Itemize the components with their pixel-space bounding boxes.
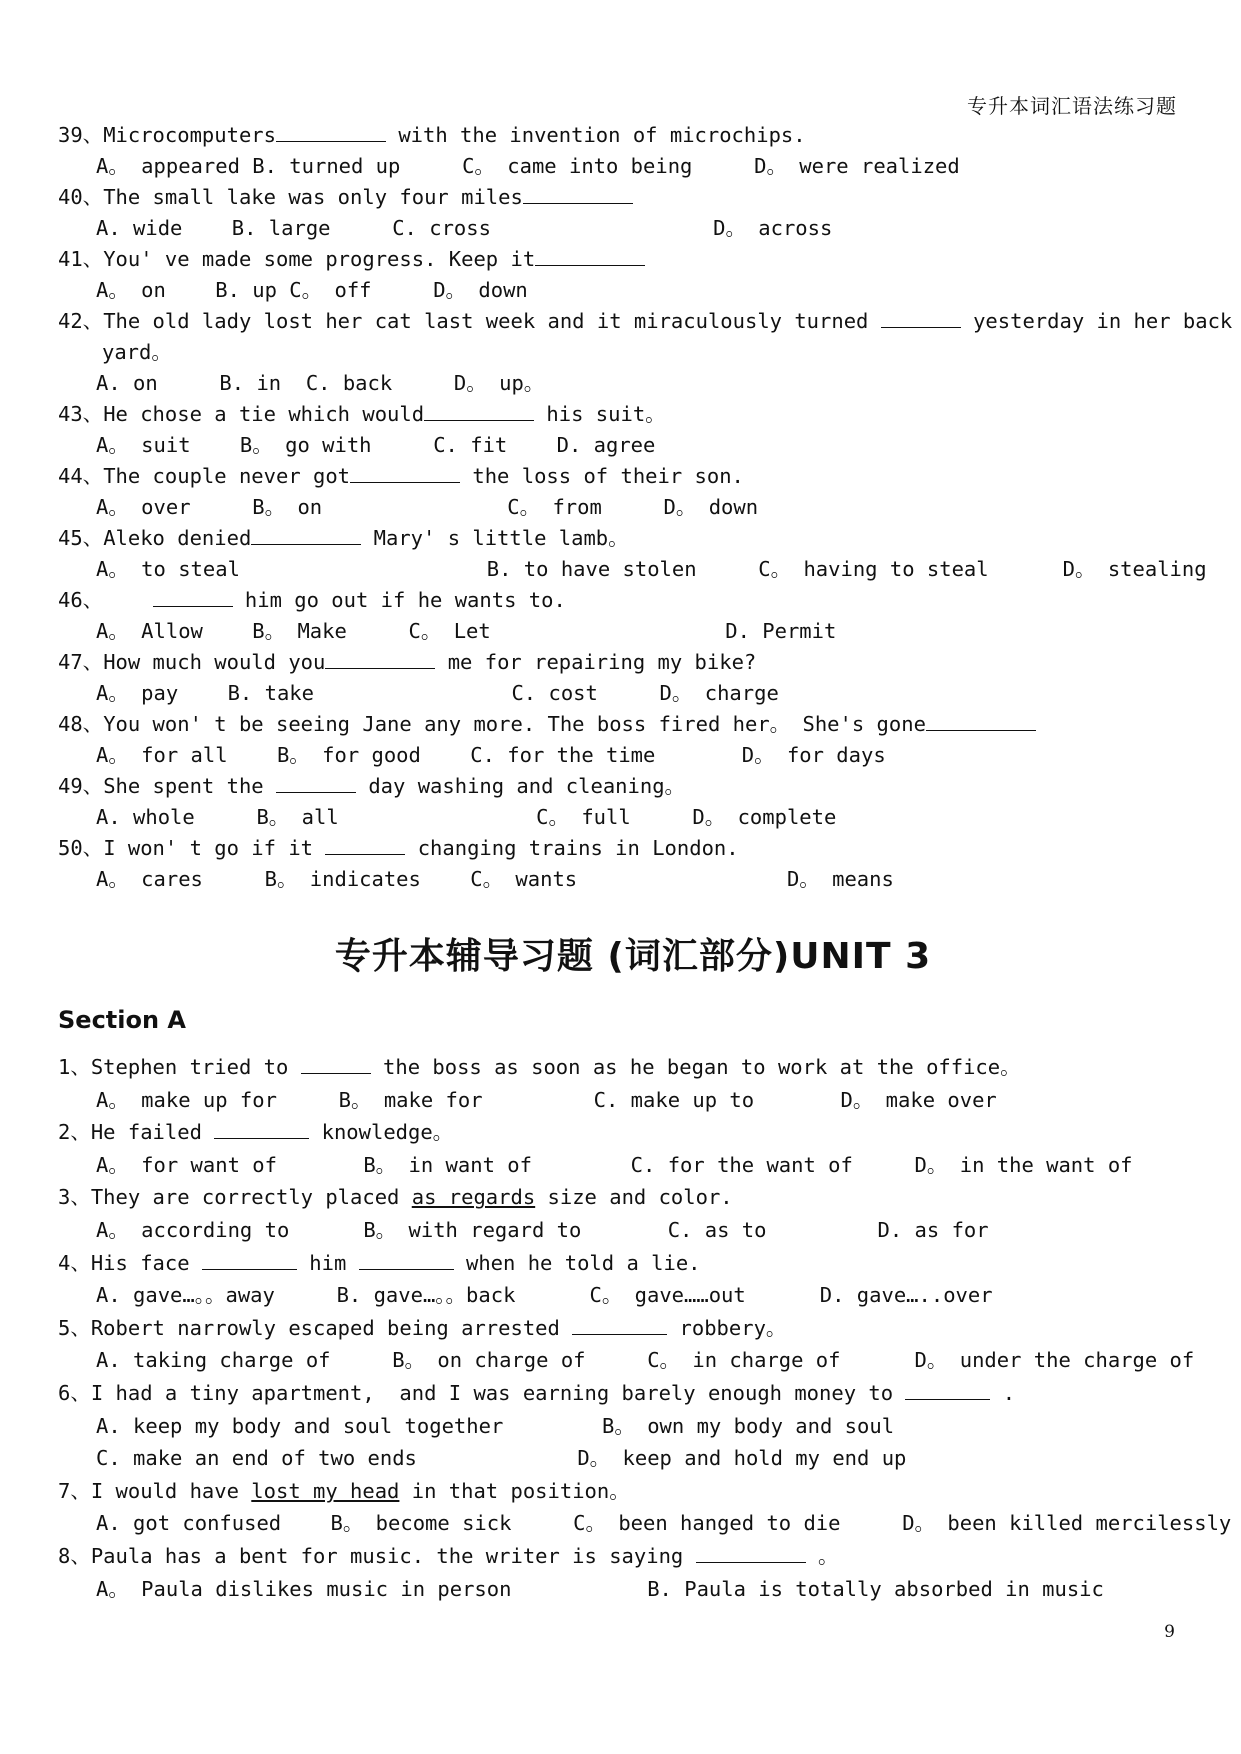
question-text: The couple never got	[103, 464, 351, 488]
question-stem	[58, 1247, 1208, 1280]
exercise-list-part1	[58, 120, 1233, 895]
question-stem	[58, 306, 1233, 337]
answer-options: A。 over B。 on C。 from D。 down	[96, 495, 759, 519]
question-text: Microcomputers	[103, 123, 276, 147]
question-stem	[58, 1181, 1208, 1214]
question-text: I had a tiny apartment, and I was earning barely enough money to	[90, 1380, 906, 1405]
question-stem	[58, 244, 1208, 275]
answer-options: A. keep my body and soul together B。 own my body and soul	[96, 1413, 895, 1438]
answer-options: A。 Paula dislikes music in person B. Paula is totally absorbed in music	[96, 1576, 1104, 1601]
answer-blank	[251, 524, 361, 545]
question-number: 43、	[58, 402, 104, 426]
question-stem	[58, 585, 1208, 616]
question-text: You' ve made some progress. Keep it	[103, 247, 536, 271]
question-text: size and color.	[535, 1185, 733, 1210]
question-number: 48、	[58, 712, 104, 736]
question-number: 50、	[58, 836, 104, 860]
answer-options: A。 pay B. take C. cost D。 charge	[96, 681, 779, 705]
question-stem	[58, 461, 1208, 492]
question-number: 40、	[58, 185, 104, 209]
answer-blank	[359, 1249, 454, 1270]
question-text: The small lake was only four miles	[103, 185, 523, 209]
question-text: robbery。	[667, 1315, 787, 1340]
question-continuation: yard。	[102, 340, 172, 364]
question-number: 42、	[58, 309, 104, 333]
answer-options: A。 according to B。 with regard to C. as to D. as for	[96, 1217, 989, 1242]
exercise-list-part2	[58, 1051, 1232, 1605]
question-number: 41、	[58, 247, 104, 271]
question-number: 44、	[58, 464, 104, 488]
question-stem	[58, 1377, 1208, 1410]
question-text: his suit。	[534, 402, 666, 426]
question-text: me for repairing my bike?	[435, 650, 757, 674]
page-header: 专升本词汇语法练习题	[967, 94, 1177, 118]
answer-blank	[153, 586, 233, 607]
answer-options: A。 to steal B. to have stolen C。 having to steal D。 stealing	[96, 557, 1207, 581]
question-number: 6、	[58, 1380, 91, 1405]
unit-title: 专升本辅导习题 (词汇部分)UNIT 3	[334, 936, 932, 977]
answer-blank	[276, 121, 386, 142]
question-text: Aleko denied	[103, 526, 252, 550]
underlined-phrase: as regards	[411, 1185, 536, 1210]
answer-blank	[926, 710, 1036, 731]
question-text: How much would you	[103, 650, 326, 674]
question-stem	[58, 771, 1208, 802]
question-stem	[58, 833, 1208, 864]
page-number: 9	[1164, 1622, 1175, 1642]
question-number: 5、	[58, 1315, 91, 1340]
answer-options: A。 suit B。 go with C. fit D. agree	[96, 433, 656, 457]
answer-blank	[523, 183, 633, 204]
question-number: 39、	[58, 123, 104, 147]
question-stem	[58, 120, 1208, 151]
question-number: 46、	[58, 588, 104, 612]
answer-options: C. make an end of two ends D。 keep and hold my end up	[96, 1446, 907, 1471]
question-stem	[58, 1475, 1208, 1508]
answer-blank	[325, 648, 435, 669]
answer-options: A。 on B. up C。 off D。 down	[96, 278, 528, 302]
question-text: Stephen tried to	[90, 1055, 301, 1079]
answer-blank	[301, 1053, 371, 1074]
question-stem	[58, 647, 1208, 678]
answer-blank	[881, 307, 961, 328]
answer-options: A. wide B. large C. cross D。 across	[96, 216, 833, 240]
section-heading: Section A	[58, 1006, 186, 1034]
question-text: with the invention of microchips.	[385, 123, 806, 147]
question-number: 4、	[58, 1250, 91, 1275]
question-text: I won' t go if it	[103, 836, 326, 860]
question-text: 。	[805, 1543, 839, 1568]
question-text: when he told a lie.	[453, 1250, 701, 1275]
question-number: 2、	[58, 1120, 91, 1145]
answer-blank	[325, 834, 405, 855]
question-text: day washing and cleaning。	[355, 774, 686, 798]
question-text: Paula has a bent for music. the writer is saying	[90, 1543, 696, 1568]
question-text: I would have	[90, 1478, 252, 1503]
answer-options: A。 Allow B。 Make C。 Let D. Permit	[96, 619, 837, 643]
question-number: 49、	[58, 774, 104, 798]
question-text: He chose a tie which would	[103, 402, 425, 426]
answer-blank	[535, 245, 645, 266]
answer-options: A. gave…。。away B. gave…。。back C。 gave……out D. gave…..over	[96, 1283, 993, 1308]
question-text: Mary' s little lamb。	[361, 526, 629, 550]
question-number: 7、	[58, 1478, 91, 1503]
question-number: 8、	[58, 1543, 91, 1568]
answer-options: A. got confused B。 become sick C。 been hanged to die D。 been killed mercilessly	[96, 1511, 1232, 1536]
answer-blank	[276, 772, 356, 793]
document-body	[58, 120, 1233, 1605]
question-text: The old lady lost her cat last week and it miraculously turned	[103, 309, 881, 333]
underlined-phrase: lost my head	[251, 1478, 400, 1503]
question-number: 3、	[58, 1185, 91, 1210]
question-stem	[58, 182, 1208, 213]
question-text: him	[296, 1250, 359, 1275]
question-text: They are correctly placed	[90, 1185, 412, 1210]
answer-blank	[214, 1118, 309, 1139]
question-text: .	[990, 1380, 1016, 1405]
question-stem	[58, 1116, 1208, 1149]
question-text: the loss of their son.	[460, 464, 744, 488]
question-number: 45、	[58, 526, 104, 550]
question-text: him go out if he wants to.	[232, 588, 566, 612]
answer-blank	[905, 1379, 990, 1400]
answer-blank	[424, 400, 534, 421]
question-stem	[58, 1312, 1208, 1345]
question-number: 1、	[58, 1055, 91, 1079]
question-text	[103, 588, 152, 612]
question-text: the boss as soon as he began to work at the office。	[370, 1055, 1021, 1079]
answer-options: A。 make up for B。 make for C. make up to D。 make over	[96, 1087, 997, 1112]
answer-options: A. whole B。 all C。 full D。 complete	[96, 805, 837, 829]
question-stem	[58, 523, 1208, 554]
question-text: Robert narrowly escaped being arrested	[90, 1315, 573, 1340]
question-text: She spent the	[103, 774, 276, 798]
answer-options: A。 appeared B. turned up C。 came into being D。 were realized	[96, 154, 960, 178]
answer-blank	[350, 462, 460, 483]
question-text: knowledge。	[309, 1120, 454, 1145]
answer-options: A。 for all B。 for good C. for the time D。 for days	[96, 743, 886, 767]
question-text: yesterday in her back	[960, 309, 1233, 333]
question-stem	[58, 709, 1208, 740]
answer-blank	[572, 1314, 667, 1335]
answer-blank	[202, 1249, 297, 1270]
question-text: You won' t be seeing Jane any more. The boss fired her。 She's gone	[103, 712, 926, 736]
answer-options: A。 for want of B。 in want of C. for the want of D。 in the want of	[96, 1152, 1133, 1177]
question-text: changing trains in London.	[405, 836, 739, 860]
question-stem	[58, 1051, 1208, 1084]
answer-options: A. taking charge of B。 on charge of C。 in charge of D。 under the charge of	[96, 1348, 1195, 1373]
question-text: His face	[90, 1250, 202, 1275]
question-text: He failed	[90, 1120, 215, 1145]
answer-options: A. on B. in C. back D。 up。	[96, 371, 545, 395]
answer-options: A。 cares B。 indicates C。 wants D。 means	[96, 867, 894, 891]
question-text: in that position。	[399, 1478, 630, 1503]
answer-blank	[696, 1542, 806, 1563]
question-stem	[58, 1540, 1208, 1573]
question-number: 47、	[58, 650, 104, 674]
question-stem	[58, 399, 1208, 430]
